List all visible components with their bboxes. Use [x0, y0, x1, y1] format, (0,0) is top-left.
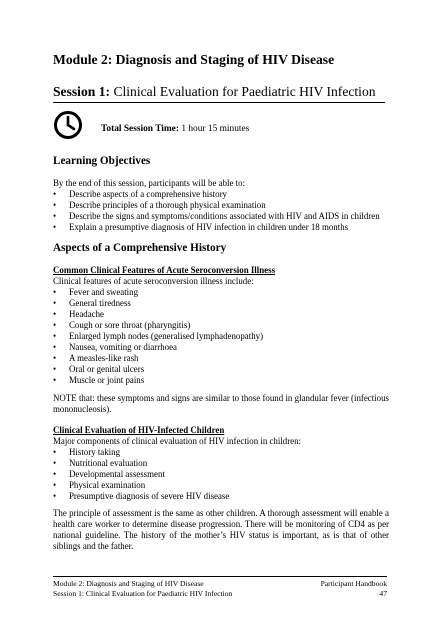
objectives-intro: By the end of this session, participants will be able to:: [53, 178, 246, 188]
footer-row-1: [53, 579, 387, 589]
evaluation-section: [53, 425, 389, 502]
page-number: 47: [379, 589, 387, 598]
footer-module: Module 2: Diagnosis and Staging of HIV Disease: [53, 579, 204, 588]
comprehensive-history-heading: Aspects of a Comprehensive History: [53, 242, 227, 254]
module-title: Module 2: Diagnosis and Staging of HIV Disease: [53, 52, 335, 67]
list-item: • Enlarged lymph nodes (generalised lymphadenopathy): [53, 331, 389, 342]
list-item: • General tiredness: [53, 298, 389, 309]
learning-objectives-heading: Learning Objectives: [53, 155, 151, 167]
list-item: • Muscle or joint pains: [53, 375, 389, 386]
list-item: • Describe aspects of a comprehensive history: [53, 189, 389, 200]
seroconversion-section: [53, 265, 389, 386]
evaluation-list: [53, 447, 389, 502]
evaluation-subheading: Clinical Evaluation of HIV-Infected Children: [53, 425, 225, 435]
clock-icon: [53, 110, 83, 140]
list-item: • Describe the signs and symptoms/conditions associated with HIV and AIDS in children: [53, 211, 389, 222]
objectives-list: [53, 189, 389, 233]
list-item: • Explain a presumptive diagnosis of HIV infection in children under 18 months: [53, 222, 389, 233]
list-item: • Developmental assessment: [53, 469, 389, 480]
seroconversion-subheading: Common Clinical Features of Acute Seroconversion Illness: [53, 265, 276, 275]
session-title: [53, 84, 385, 103]
seroconversion-list: [53, 287, 389, 386]
footer-row-2: [53, 589, 387, 599]
objectives-section: [53, 178, 389, 233]
assessment-paragraph: The principle of assessment is the same as other children. A thorough assessment will enable a health care worker to determine disease progression. There will be monitoring of CD4 as per national guideline. The history of the mother’s HIV status is important, as is that of other siblings and the father.: [53, 508, 389, 551]
seroconversion-intro: Clinical features of acute seroconversion illness include:: [53, 276, 254, 286]
list-item: • Presumptive diagnosis of severe HIV disease: [53, 491, 389, 502]
list-item: • Fever and sweating: [53, 287, 389, 298]
time-value: 1 hour 15 minutes: [181, 124, 250, 134]
footer-handbook: Participant Handbook: [320, 579, 387, 588]
seroconversion-note: NOTE that: these symptoms and signs are similar to those found in glandular fever (infectious mononucleosis).: [53, 393, 389, 414]
evaluation-intro: Major components of clinical evaluation of HIV infection in children:: [53, 436, 302, 446]
list-item: • History taking: [53, 447, 389, 458]
total-session-time: [101, 124, 249, 134]
list-item: • Nutritional evaluation: [53, 458, 389, 469]
list-item: • Cough or sore throat (pharyngitis): [53, 320, 389, 331]
list-item: • A measles-like rash: [53, 353, 389, 364]
list-item: • Nausea, vomiting or diarrhoea: [53, 342, 389, 353]
session-name: Clinical Evaluation for Paediatric HIV Infection: [113, 84, 376, 99]
footer-session: Session 1: Clinical Evaluation for Paediatric HIV Infection: [53, 589, 233, 598]
session-label: Session 1:: [53, 84, 111, 99]
page-footer: [53, 576, 387, 599]
list-item: • Oral or genital ulcers: [53, 364, 389, 375]
list-item: • Headache: [53, 309, 389, 320]
time-label: Total Session Time:: [101, 124, 179, 134]
list-item: • Describe principles of a thorough physical examination: [53, 200, 389, 211]
list-item: • Physical examination: [53, 480, 389, 491]
